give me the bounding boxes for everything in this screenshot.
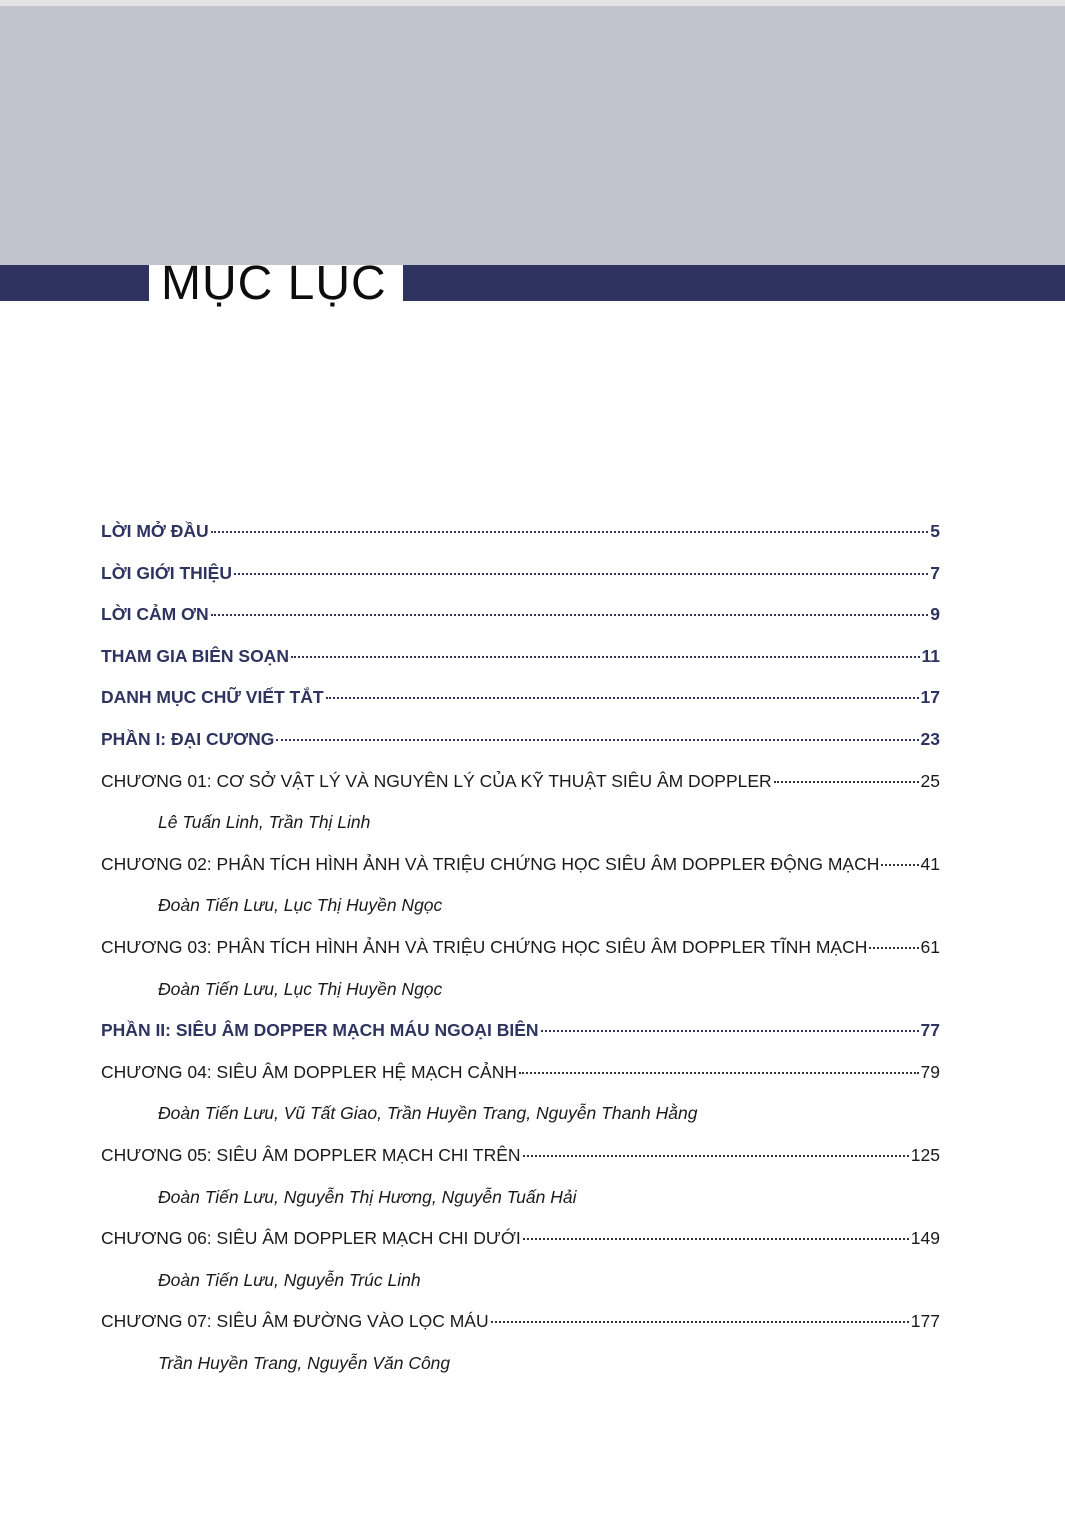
dot-leader [519, 1072, 919, 1074]
toc-entry-title: CHƯƠNG 06: SIÊU ÂM DOPPLER MẠCH CHI DƯỚI [101, 1228, 521, 1249]
toc-page-number: 11 [921, 645, 940, 666]
toc-page-number: 5 [930, 521, 940, 541]
dot-leader [491, 1321, 909, 1323]
toc-chapter-entry[interactable] [101, 1052, 940, 1094]
header-band [0, 6, 1065, 265]
dot-leader [276, 739, 918, 741]
page-title: MỤC LỤC [161, 257, 387, 310]
dot-leader [326, 697, 919, 699]
toc-chapter-authors: Đoàn Tiến Lưu, Vũ Tất Giao, Trần Huyền Trang, Nguyễn Thanh Hằng [158, 1103, 698, 1124]
dot-leader [541, 1030, 919, 1032]
toc-section-entry[interactable] [101, 553, 940, 595]
dot-leader [881, 864, 918, 866]
toc-entry-title: CHƯƠNG 03: PHÂN TÍCH HÌNH ẢNH VÀ TRIỆU CHỨNG HỌC SIÊU ÂM DOPPLER TĨNH MẠCH [101, 936, 868, 957]
toc-chapter-entry[interactable] [101, 844, 940, 886]
toc-page-number: 23 [920, 728, 940, 749]
toc-section-entry[interactable] [101, 719, 940, 761]
dot-leader [291, 656, 920, 658]
toc-entry-title: CHƯƠNG 02: PHÂN TÍCH HÌNH ẢNH VÀ TRIỆU CHỨNG HỌC SIÊU ÂM DOPPLER ĐỘNG MẠCH [101, 853, 880, 874]
toc-section-entry[interactable] [101, 1010, 940, 1052]
toc-chapter-entry[interactable] [101, 1218, 940, 1260]
toc-entry-title: CHƯƠNG 01: CƠ SỞ VẬT LÝ VÀ NGUYÊN LÝ CỦA KỸ THUẬT SIÊU ÂM DOPPLER [101, 770, 772, 791]
toc-chapter-authors: Đoàn Tiến Lưu, Nguyễn Thị Hương, Nguyễn Tuấn Hải [158, 1186, 577, 1207]
toc-page-number: 25 [920, 770, 940, 791]
toc-chapter-authors: Lê Tuấn Linh, Trần Thị Linh [158, 812, 371, 833]
toc-page-number: 17 [920, 687, 940, 708]
dot-leader [211, 531, 929, 533]
toc-chapter-entry[interactable] [101, 927, 940, 969]
toc-page-number: 61 [920, 936, 940, 957]
toc-entry-title: LỜI MỞ ĐẦU [101, 521, 209, 541]
toc-chapter-entry[interactable] [101, 761, 940, 803]
dot-leader [869, 947, 918, 949]
toc-page-number: 7 [930, 562, 940, 583]
dot-leader [234, 573, 928, 575]
title-bar-left [0, 265, 149, 301]
toc-page-number: 177 [910, 1311, 940, 1332]
toc-entry-title: LỜI GIỚI THIỆU [101, 562, 232, 583]
toc-chapter-authors: Đoàn Tiến Lưu, Lục Thị Huyền Ngọc [158, 895, 443, 916]
toc-page-number: 77 [920, 1020, 940, 1041]
toc-chapter-authors: Đoàn Tiến Lưu, Lục Thị Huyền Ngọc [158, 978, 443, 999]
toc-page-number: 9 [930, 604, 940, 625]
toc-section-entry[interactable] [101, 594, 940, 636]
toc-page-number: 125 [910, 1144, 940, 1165]
toc-chapter-entry[interactable] [101, 1301, 940, 1343]
toc-entry-title: DANH MỤC CHỮ VIẾT TẮT [101, 687, 324, 708]
toc-entry-title: THAM GIA BIÊN SOẠN [101, 645, 289, 666]
toc-page-number: 149 [910, 1228, 940, 1249]
toc-entry-title: CHƯƠNG 04: SIÊU ÂM DOPPLER HỆ MẠCH CẢNH [101, 1061, 517, 1082]
toc-chapter-entry[interactable] [101, 1135, 940, 1177]
toc-entry-title: CHƯƠNG 05: SIÊU ÂM DOPPLER MẠCH CHI TRÊN [101, 1144, 521, 1165]
toc-entry-title: LỜI CẢM ƠN [101, 604, 209, 625]
toc-chapter-authors: Đoàn Tiến Lưu, Nguyễn Trúc Linh [158, 1269, 421, 1290]
toc-entry-title: PHẦN I: ĐẠI CƯƠNG [101, 728, 275, 749]
dot-leader [211, 614, 929, 616]
toc-section-entry[interactable] [101, 511, 940, 553]
toc-entry-title: CHƯƠNG 07: SIÊU ÂM ĐƯỜNG VÀO LỌC MÁU [101, 1311, 489, 1332]
dot-leader [523, 1238, 909, 1240]
toc-chapter-authors: Trần Huyền Trang, Nguyễn Văn Công [158, 1352, 451, 1373]
toc-page-number: 79 [920, 1061, 940, 1082]
toc-entry-title: PHẦN II: SIÊU ÂM DOPPER MẠCH MÁU NGOẠI BIÊN [101, 1020, 539, 1041]
title-bar-right [403, 265, 1065, 301]
toc-section-entry[interactable] [101, 636, 940, 678]
toc-page-number: 41 [920, 853, 940, 874]
toc-section-entry[interactable] [101, 677, 940, 719]
dot-leader [523, 1155, 909, 1157]
table-of-contents [101, 511, 940, 1384]
dot-leader [774, 781, 919, 783]
